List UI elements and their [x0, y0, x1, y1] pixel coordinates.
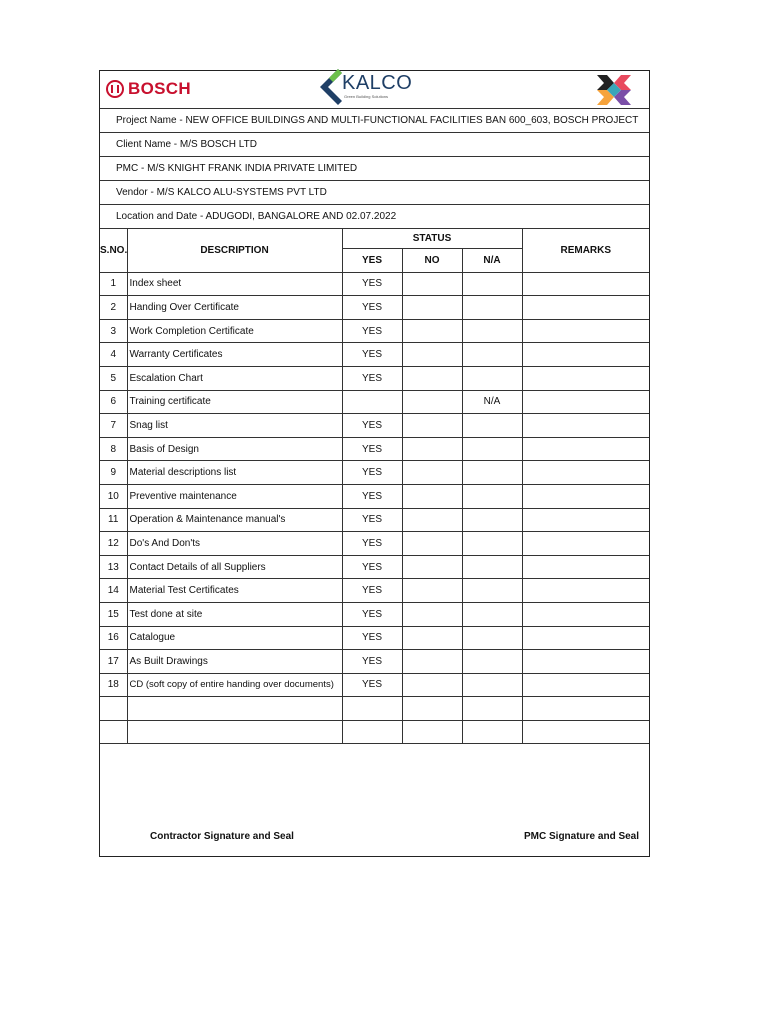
- row-sno: 4: [100, 343, 127, 367]
- row-na: [462, 555, 522, 579]
- row-yes: YES: [342, 437, 402, 461]
- row-na: [462, 626, 522, 650]
- kalco-logo: [320, 69, 413, 105]
- table-row: [100, 673, 649, 697]
- table-row-empty: [100, 697, 649, 721]
- knight-frank-cube-icon: [595, 73, 633, 107]
- row-yes: YES: [342, 579, 402, 603]
- row-remarks: [522, 532, 649, 556]
- row-na: [462, 366, 522, 390]
- table-row: [100, 532, 649, 556]
- document-sheet: [99, 70, 650, 857]
- row-yes: YES: [342, 626, 402, 650]
- row-no: [402, 484, 462, 508]
- row-na: N/A: [462, 390, 522, 414]
- table-row: [100, 319, 649, 343]
- row-na: [462, 532, 522, 556]
- row-sno: 9: [100, 461, 127, 485]
- header-na: N/A: [462, 249, 522, 273]
- row-yes: YES: [342, 673, 402, 697]
- row-remarks: [522, 437, 649, 461]
- row-description: Training certificate: [127, 390, 342, 414]
- row-yes: YES: [342, 272, 402, 296]
- row-remarks: [522, 484, 649, 508]
- row-remarks: [522, 461, 649, 485]
- row-description: Warranty Certificates: [127, 343, 342, 367]
- row-no: [402, 650, 462, 674]
- row-no: [402, 626, 462, 650]
- table-row-empty: [100, 720, 649, 744]
- table-row: [100, 579, 649, 603]
- row-no: [402, 366, 462, 390]
- row-description: Material Test Certificates: [127, 579, 342, 603]
- row-na: [462, 484, 522, 508]
- row-description: Snag list: [127, 414, 342, 438]
- table-header-row: [100, 229, 649, 249]
- row-description: Operation & Maintenance manual's: [127, 508, 342, 532]
- row-sno: 14: [100, 579, 127, 603]
- client-name-row: Client Name - M/S BOSCH LTD: [100, 132, 649, 156]
- row-description: Handing Over Certificate: [127, 296, 342, 320]
- row-description: Catalogue: [127, 626, 342, 650]
- row-yes: YES: [342, 296, 402, 320]
- header-status: STATUS: [342, 229, 522, 249]
- bosch-armature-icon: [106, 80, 124, 98]
- row-yes: YES: [342, 366, 402, 390]
- row-yes: YES: [342, 602, 402, 626]
- table-row: [100, 437, 649, 461]
- row-yes: YES: [342, 319, 402, 343]
- bosch-logo: [106, 77, 191, 101]
- row-no: [402, 508, 462, 532]
- row-remarks: [522, 343, 649, 367]
- row-yes: [342, 390, 402, 414]
- row-remarks: [522, 366, 649, 390]
- row-sno: 13: [100, 555, 127, 579]
- row-no: [402, 296, 462, 320]
- row-description: Basis of Design: [127, 437, 342, 461]
- row-remarks: [522, 296, 649, 320]
- row-no: [402, 272, 462, 296]
- kalco-tagline: Green Building Solutions: [344, 94, 389, 99]
- row-sno: 2: [100, 296, 127, 320]
- row-sno: 8: [100, 437, 127, 461]
- pmc-signature-label: PMC Signature and Seal: [524, 831, 640, 842]
- row-sno: 16: [100, 626, 127, 650]
- row-na: [462, 673, 522, 697]
- checklist-table: [100, 228, 649, 744]
- row-na: [462, 414, 522, 438]
- row-na: [462, 343, 522, 367]
- table-row: [100, 508, 649, 532]
- row-remarks: [522, 390, 649, 414]
- table-row: [100, 484, 649, 508]
- row-sno: 18: [100, 673, 127, 697]
- row-no: [402, 390, 462, 414]
- row-remarks: [522, 579, 649, 603]
- row-remarks: [522, 414, 649, 438]
- table-row: [100, 296, 649, 320]
- table-row: [100, 602, 649, 626]
- row-na: [462, 296, 522, 320]
- table-row: [100, 272, 649, 296]
- contractor-signature-label: Contractor Signature and Seal: [150, 831, 294, 842]
- row-description: Do's And Don'ts: [127, 532, 342, 556]
- table-row: [100, 414, 649, 438]
- header-remarks: REMARKS: [522, 229, 649, 273]
- row-yes: YES: [342, 650, 402, 674]
- row-description: As Built Drawings: [127, 650, 342, 674]
- row-no: [402, 461, 462, 485]
- logo-row: [100, 71, 649, 108]
- table-row: [100, 650, 649, 674]
- kalco-wordmark: KALCO: [342, 72, 413, 94]
- row-remarks: [522, 626, 649, 650]
- row-na: [462, 319, 522, 343]
- row-description: Material descriptions list: [127, 461, 342, 485]
- project-name-row: Project Name - NEW OFFICE BUILDINGS AND MULTI-FUNCTIONAL FACILITIES BAN 600_603, BOSCH PROJECT: [100, 108, 649, 132]
- row-na: [462, 461, 522, 485]
- row-remarks: [522, 555, 649, 579]
- row-sno: 3: [100, 319, 127, 343]
- row-no: [402, 437, 462, 461]
- row-remarks: [522, 602, 649, 626]
- table-row: [100, 555, 649, 579]
- row-no: [402, 319, 462, 343]
- row-sno: 11: [100, 508, 127, 532]
- row-yes: YES: [342, 461, 402, 485]
- row-remarks: [522, 650, 649, 674]
- row-sno: 5: [100, 366, 127, 390]
- row-sno: 12: [100, 532, 127, 556]
- row-yes: YES: [342, 532, 402, 556]
- row-yes: YES: [342, 414, 402, 438]
- row-description: Test done at site: [127, 602, 342, 626]
- row-remarks: [522, 319, 649, 343]
- row-description: Index sheet: [127, 272, 342, 296]
- row-remarks: [522, 508, 649, 532]
- row-no: [402, 673, 462, 697]
- row-no: [402, 602, 462, 626]
- row-yes: YES: [342, 508, 402, 532]
- table-row: [100, 366, 649, 390]
- row-description: Work Completion Certificate: [127, 319, 342, 343]
- row-sno: 6: [100, 390, 127, 414]
- row-na: [462, 650, 522, 674]
- table-row: [100, 626, 649, 650]
- row-yes: YES: [342, 484, 402, 508]
- row-description: Escalation Chart: [127, 366, 342, 390]
- table-row: [100, 343, 649, 367]
- table-row: [100, 390, 649, 414]
- row-no: [402, 343, 462, 367]
- row-no: [402, 579, 462, 603]
- row-sno: 15: [100, 602, 127, 626]
- row-na: [462, 272, 522, 296]
- header-yes: YES: [342, 249, 402, 273]
- row-no: [402, 532, 462, 556]
- kalco-chevron-icon: [320, 69, 342, 105]
- vendor-row: Vendor - M/S KALCO ALU-SYSTEMS PVT LTD: [100, 180, 649, 204]
- row-yes: YES: [342, 555, 402, 579]
- row-remarks: [522, 673, 649, 697]
- row-sno: 10: [100, 484, 127, 508]
- row-yes: YES: [342, 343, 402, 367]
- row-na: [462, 508, 522, 532]
- row-description: Preventive maintenance: [127, 484, 342, 508]
- row-na: [462, 602, 522, 626]
- row-na: [462, 579, 522, 603]
- row-description: Contact Details of all Suppliers: [127, 555, 342, 579]
- row-no: [402, 555, 462, 579]
- header-sno: S.NO.: [100, 229, 127, 273]
- row-na: [462, 437, 522, 461]
- row-no: [402, 414, 462, 438]
- pmc-row: PMC - M/S KNIGHT FRANK INDIA PRIVATE LIMITED: [100, 156, 649, 180]
- row-description: CD (soft copy of entire handing over documents): [127, 673, 342, 697]
- location-date-row: Location and Date - ADUGODI, BANGALORE AND 02.07.2022: [100, 204, 649, 228]
- table-row: [100, 461, 649, 485]
- row-sno: 17: [100, 650, 127, 674]
- bosch-wordmark: BOSCH: [128, 79, 191, 98]
- row-sno: 7: [100, 414, 127, 438]
- header-description: DESCRIPTION: [127, 229, 342, 273]
- row-remarks: [522, 272, 649, 296]
- header-no: NO: [402, 249, 462, 273]
- row-sno: 1: [100, 272, 127, 296]
